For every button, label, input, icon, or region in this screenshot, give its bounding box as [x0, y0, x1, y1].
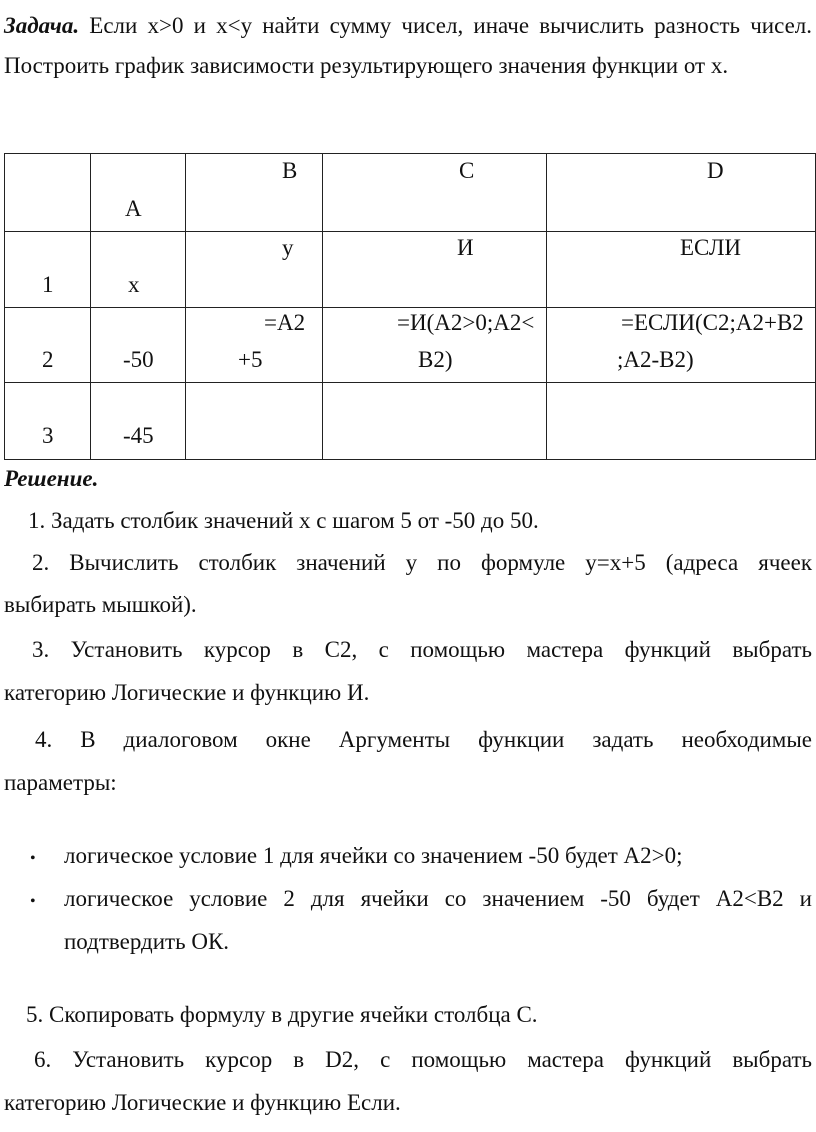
col-header-c: C — [459, 158, 475, 183]
col-header-d: D — [707, 158, 724, 183]
row-number: 3 — [42, 423, 54, 448]
cell-b1: y — [282, 235, 294, 260]
row-number: 2 — [42, 347, 54, 372]
bullet-icon: • — [30, 893, 36, 910]
cell-c2-line2: B2) — [418, 347, 453, 372]
step-3-line2: категорию Логические и функцию И. — [4, 680, 370, 705]
cell-d2-line1: =ЕСЛИ(C2;A2+B2 — [621, 310, 804, 335]
bullet-item-2-line1: логическое условие 2 для ячейки со значением -50 будет A2<B2 и — [64, 886, 812, 911]
cell-d2-line2: ;A2-B2) — [617, 347, 694, 372]
step-3-line1: 3. Установить курсор в C2, с помощью мастера функций выбрать — [32, 637, 812, 662]
step-1: 1. Задать столбик значений x с шагом 5 от -50 до 50. — [28, 508, 539, 533]
col-header-b: B — [282, 158, 298, 183]
cell-b2-line1: =A2 — [264, 310, 306, 335]
row-number: 1 — [42, 272, 54, 297]
bullet-icon: • — [30, 850, 36, 867]
step-2-line1: 2. Вычислить столбик значений y по формуле y=x+5 (адреса ячеек — [32, 550, 812, 575]
task-paragraph — [4, 6, 812, 86]
cell-c2-line1: =И(A2>0;A2< — [397, 310, 535, 335]
cell-b2-line2: +5 — [238, 347, 263, 372]
step-4-line2: параметры: — [4, 770, 117, 795]
cell-a3: -45 — [123, 423, 154, 448]
cell-a2: -50 — [123, 347, 154, 372]
step-5: 5. Скопировать формулу в другие ячейки столбца C. — [26, 1002, 538, 1027]
cell-c1: И — [457, 235, 474, 260]
spreadsheet-table — [4, 153, 816, 460]
bullet-item-1: логическое условие 1 для ячейки со значением -50 будет A2>0; — [64, 843, 683, 868]
step-2-line2: выбирать мышкой). — [4, 592, 197, 617]
col-header-a: A — [125, 196, 142, 221]
cell-d1: ЕСЛИ — [680, 235, 742, 260]
bullet-item-2-line2: подтвердить ОК. — [64, 929, 230, 954]
task-label: Задача. — [4, 13, 80, 38]
cell-a1: x — [128, 272, 140, 297]
step-6-line2: категорию Логические и функцию Если. — [4, 1090, 401, 1115]
solution-heading: Решение. — [4, 466, 99, 491]
step-6-line1: 6. Установить курсор в D2, с помощью мастера функций выбрать — [34, 1047, 812, 1072]
task-text: Если x>0 и x<y найти сумму чисел, иначе вычислить разность чисел. Построить график зависимости результирующего значения функции от x. — [4, 13, 812, 78]
step-4-line1: 4. В диалоговом окне Аргументы функции задать необходимые — [35, 727, 812, 752]
